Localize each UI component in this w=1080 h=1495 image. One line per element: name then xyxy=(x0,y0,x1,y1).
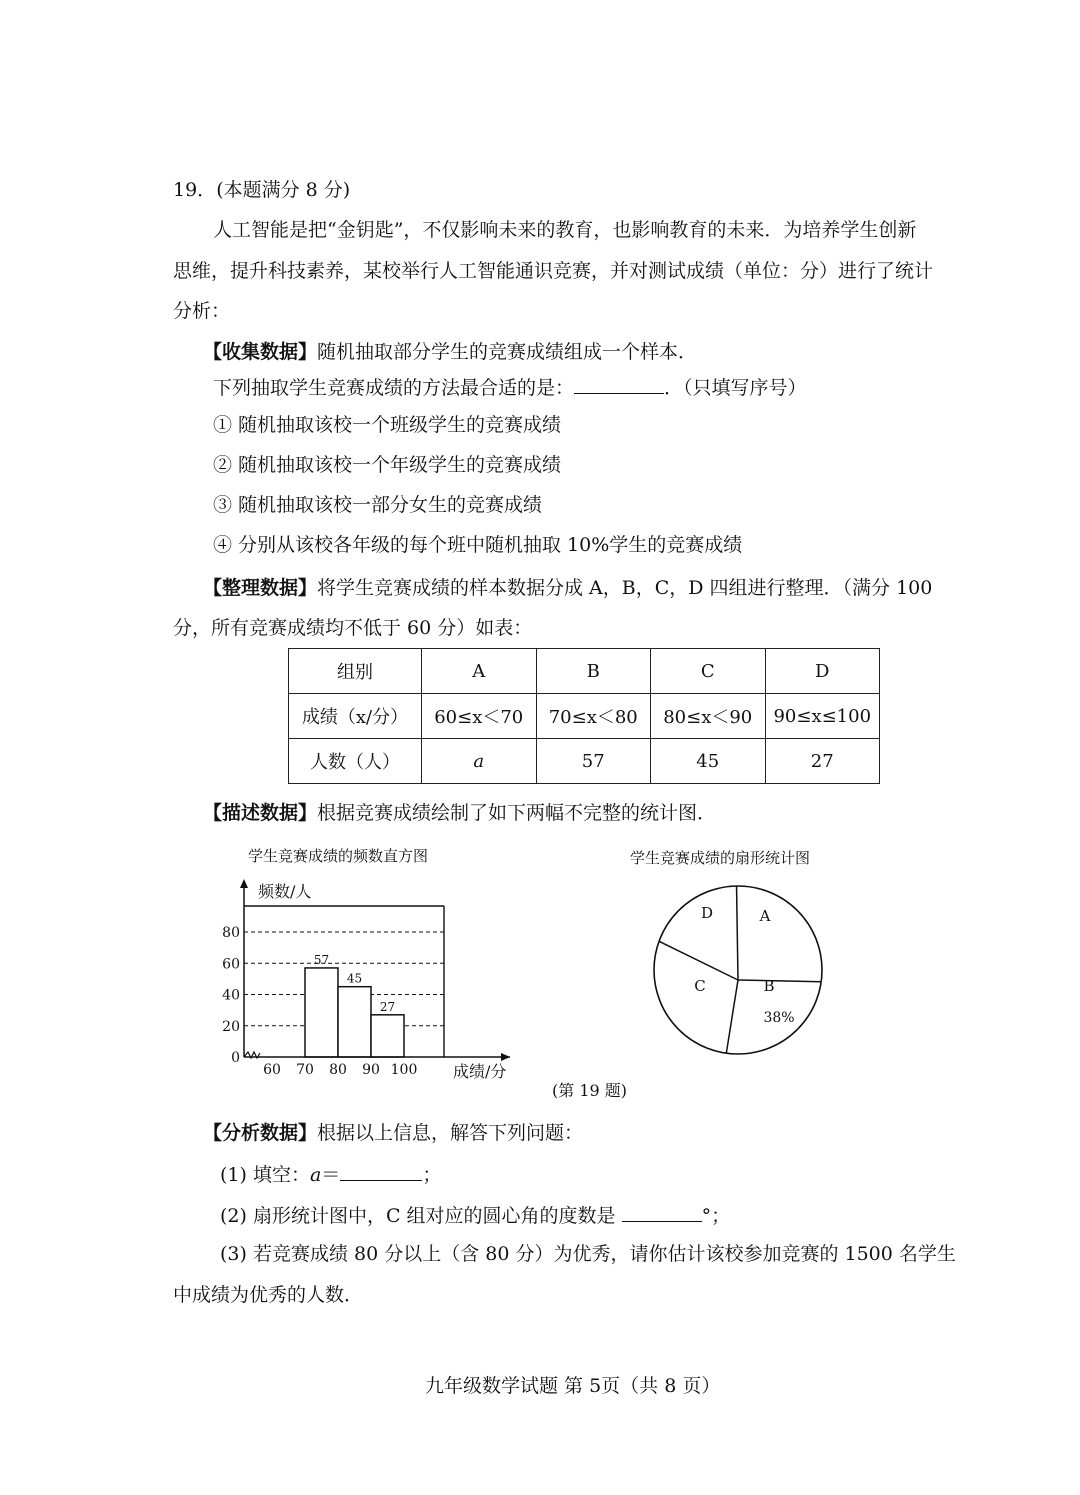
option-1: ① 随机抽取该校一个班级学生的竞赛成绩 xyxy=(213,414,562,436)
collect-section xyxy=(203,339,697,365)
organize-line-1: 将学生竞赛成绩的样本数据分成 A，B，C，D 四组进行整理．（满分 100 xyxy=(317,577,933,599)
histogram-bar-label: 27 xyxy=(379,999,396,1014)
score-note: (本题满分 8 分) xyxy=(216,179,351,201)
collect-tag: 【收集数据】 xyxy=(203,341,318,363)
count-cell: a xyxy=(422,739,537,784)
q1-equals: ＝ xyxy=(321,1164,341,1186)
analyze-tag: 【分析数据】 xyxy=(203,1122,318,1144)
count-cell: 27 xyxy=(765,739,880,784)
histogram-title: 学生竞赛成绩的频数直方图 xyxy=(248,847,429,865)
table-row xyxy=(289,739,880,784)
histogram-x-arrow xyxy=(501,1053,510,1061)
pie-slice-label: C xyxy=(694,977,706,995)
group-table xyxy=(288,648,880,784)
histogram-y-arrow xyxy=(240,879,248,888)
intro-line-1: 人工智能是把“金钥匙”，不仅影响未来的教育，也影响教育的未来．为培养学生创新 xyxy=(213,219,917,241)
histogram-x-tick: 70 xyxy=(296,1062,314,1078)
group-cell: D xyxy=(765,649,880,694)
organize-line-2: 分，所有竞赛成绩均不低于 60 分）如表： xyxy=(173,617,533,639)
option-4: ④ 分别从该校各年级的每个班中随机抽取 10%学生的竞赛成绩 xyxy=(213,534,743,556)
collect-prompt-text: 下列抽取学生竞赛成绩的方法最合适的是： xyxy=(213,377,575,399)
question-1 xyxy=(220,1160,441,1188)
page-footer: 九年级数学试题 第 5页（共 8 页） xyxy=(425,1375,721,1397)
collect-text: 随机抽取部分学生的竞赛成绩组成一个样本． xyxy=(317,341,698,363)
group-cell: C xyxy=(651,649,766,694)
describe-text: 根据竞赛成绩绘制了如下两幅不完整的统计图． xyxy=(317,802,717,824)
option-3: ③ 随机抽取该校一部分女生的竞赛成绩 xyxy=(213,494,543,516)
histogram-xlabel: 成绩/分 xyxy=(453,1062,507,1081)
intro-line-2: 思维，提升科技素养，某校举行人工智能通识竞赛，并对测试成绩（单位：分）进行了统计 xyxy=(173,260,934,282)
histogram-bar xyxy=(305,968,338,1057)
histogram-bar xyxy=(371,1015,404,1057)
histogram-y-tick: 40 xyxy=(222,987,240,1004)
q1-variable: a xyxy=(309,1164,322,1186)
organize-tag: 【整理数据】 xyxy=(203,577,318,599)
table-row xyxy=(289,694,880,739)
pie-chart xyxy=(610,845,870,1065)
count-cell: 57 xyxy=(536,739,651,784)
q1-answer-blank[interactable] xyxy=(340,1160,422,1181)
histogram-x-tick: 100 xyxy=(390,1062,418,1078)
range-cell: 90≤x≤100 xyxy=(765,694,880,739)
table-row xyxy=(289,649,880,694)
question-3-line-2: 中成绩为优秀的人数． xyxy=(173,1284,364,1306)
pie-slice-boundary xyxy=(737,886,738,980)
describe-section xyxy=(203,800,716,826)
pie-slice-boundary xyxy=(726,980,738,1053)
histogram-x-tick: 90 xyxy=(362,1062,380,1078)
histogram-bar-label: 57 xyxy=(313,952,330,967)
pie-slice-boundary xyxy=(738,980,821,982)
question-header xyxy=(173,177,350,203)
question-3-line-1: (3) 若竞赛成绩 80 分以上（含 80 分）为优秀，请你估计该校参加竞赛的 1500 名学生 xyxy=(220,1243,956,1265)
collect-prompt-suffix: ．（只填写序号） xyxy=(664,377,807,399)
intro-line-3: 分析： xyxy=(173,300,231,322)
q2-suffix: °； xyxy=(701,1205,731,1227)
analyze-text: 根据以上信息，解答下列问题： xyxy=(317,1122,584,1144)
collect-answer-blank[interactable] xyxy=(574,373,664,394)
histogram-y-tick: 60 xyxy=(222,956,240,973)
organize-section xyxy=(203,575,932,601)
pie-slice-percent: 38% xyxy=(763,1010,795,1026)
pie-slice-label: A xyxy=(759,907,771,925)
histogram-bar-label: 45 xyxy=(346,971,363,986)
question-number: 19． xyxy=(173,179,217,201)
row-header-count: 人数（人） xyxy=(289,739,422,784)
q1-text: (1) 填空： xyxy=(220,1164,310,1186)
pie-slice-label: B xyxy=(763,977,775,995)
describe-tag: 【描述数据】 xyxy=(203,802,318,824)
figure-caption: (第 19 题) xyxy=(552,1081,628,1100)
histogram-y-tick: 20 xyxy=(222,1018,240,1035)
histogram-bar xyxy=(338,987,371,1057)
histogram-y-tick: 0 xyxy=(231,1050,240,1066)
pie-slice-label: D xyxy=(700,904,714,922)
range-cell: 80≤x＜90 xyxy=(651,694,766,739)
histogram-ylabel: 频数/人 xyxy=(258,882,312,901)
histogram-x-tick: 80 xyxy=(329,1062,347,1078)
q2-text: (2) 扇形统计图中，C 组对应的圆心角的度数是 xyxy=(220,1205,616,1227)
histogram-chart xyxy=(210,845,530,1085)
count-cell: 45 xyxy=(651,739,766,784)
range-cell: 70≤x＜80 xyxy=(536,694,651,739)
histogram-x-tick: 60 xyxy=(263,1062,281,1078)
q2-answer-blank[interactable] xyxy=(622,1201,702,1222)
histogram-y-tick: 80 xyxy=(222,925,240,941)
option-2: ② 随机抽取该校一个年级学生的竞赛成绩 xyxy=(213,454,562,476)
question-2 xyxy=(220,1201,730,1229)
group-cell: B xyxy=(536,649,651,694)
analyze-section xyxy=(203,1120,583,1146)
range-cell: 60≤x＜70 xyxy=(422,694,537,739)
pie-title: 学生竞赛成绩的扇形统计图 xyxy=(630,849,811,867)
collect-prompt xyxy=(213,373,807,401)
row-header-score: 成绩（x/分） xyxy=(289,694,422,739)
pie-slice-boundary xyxy=(659,941,738,980)
row-header-group: 组别 xyxy=(289,649,422,694)
group-cell: A xyxy=(422,649,537,694)
q1-suffix: ； xyxy=(422,1164,442,1186)
